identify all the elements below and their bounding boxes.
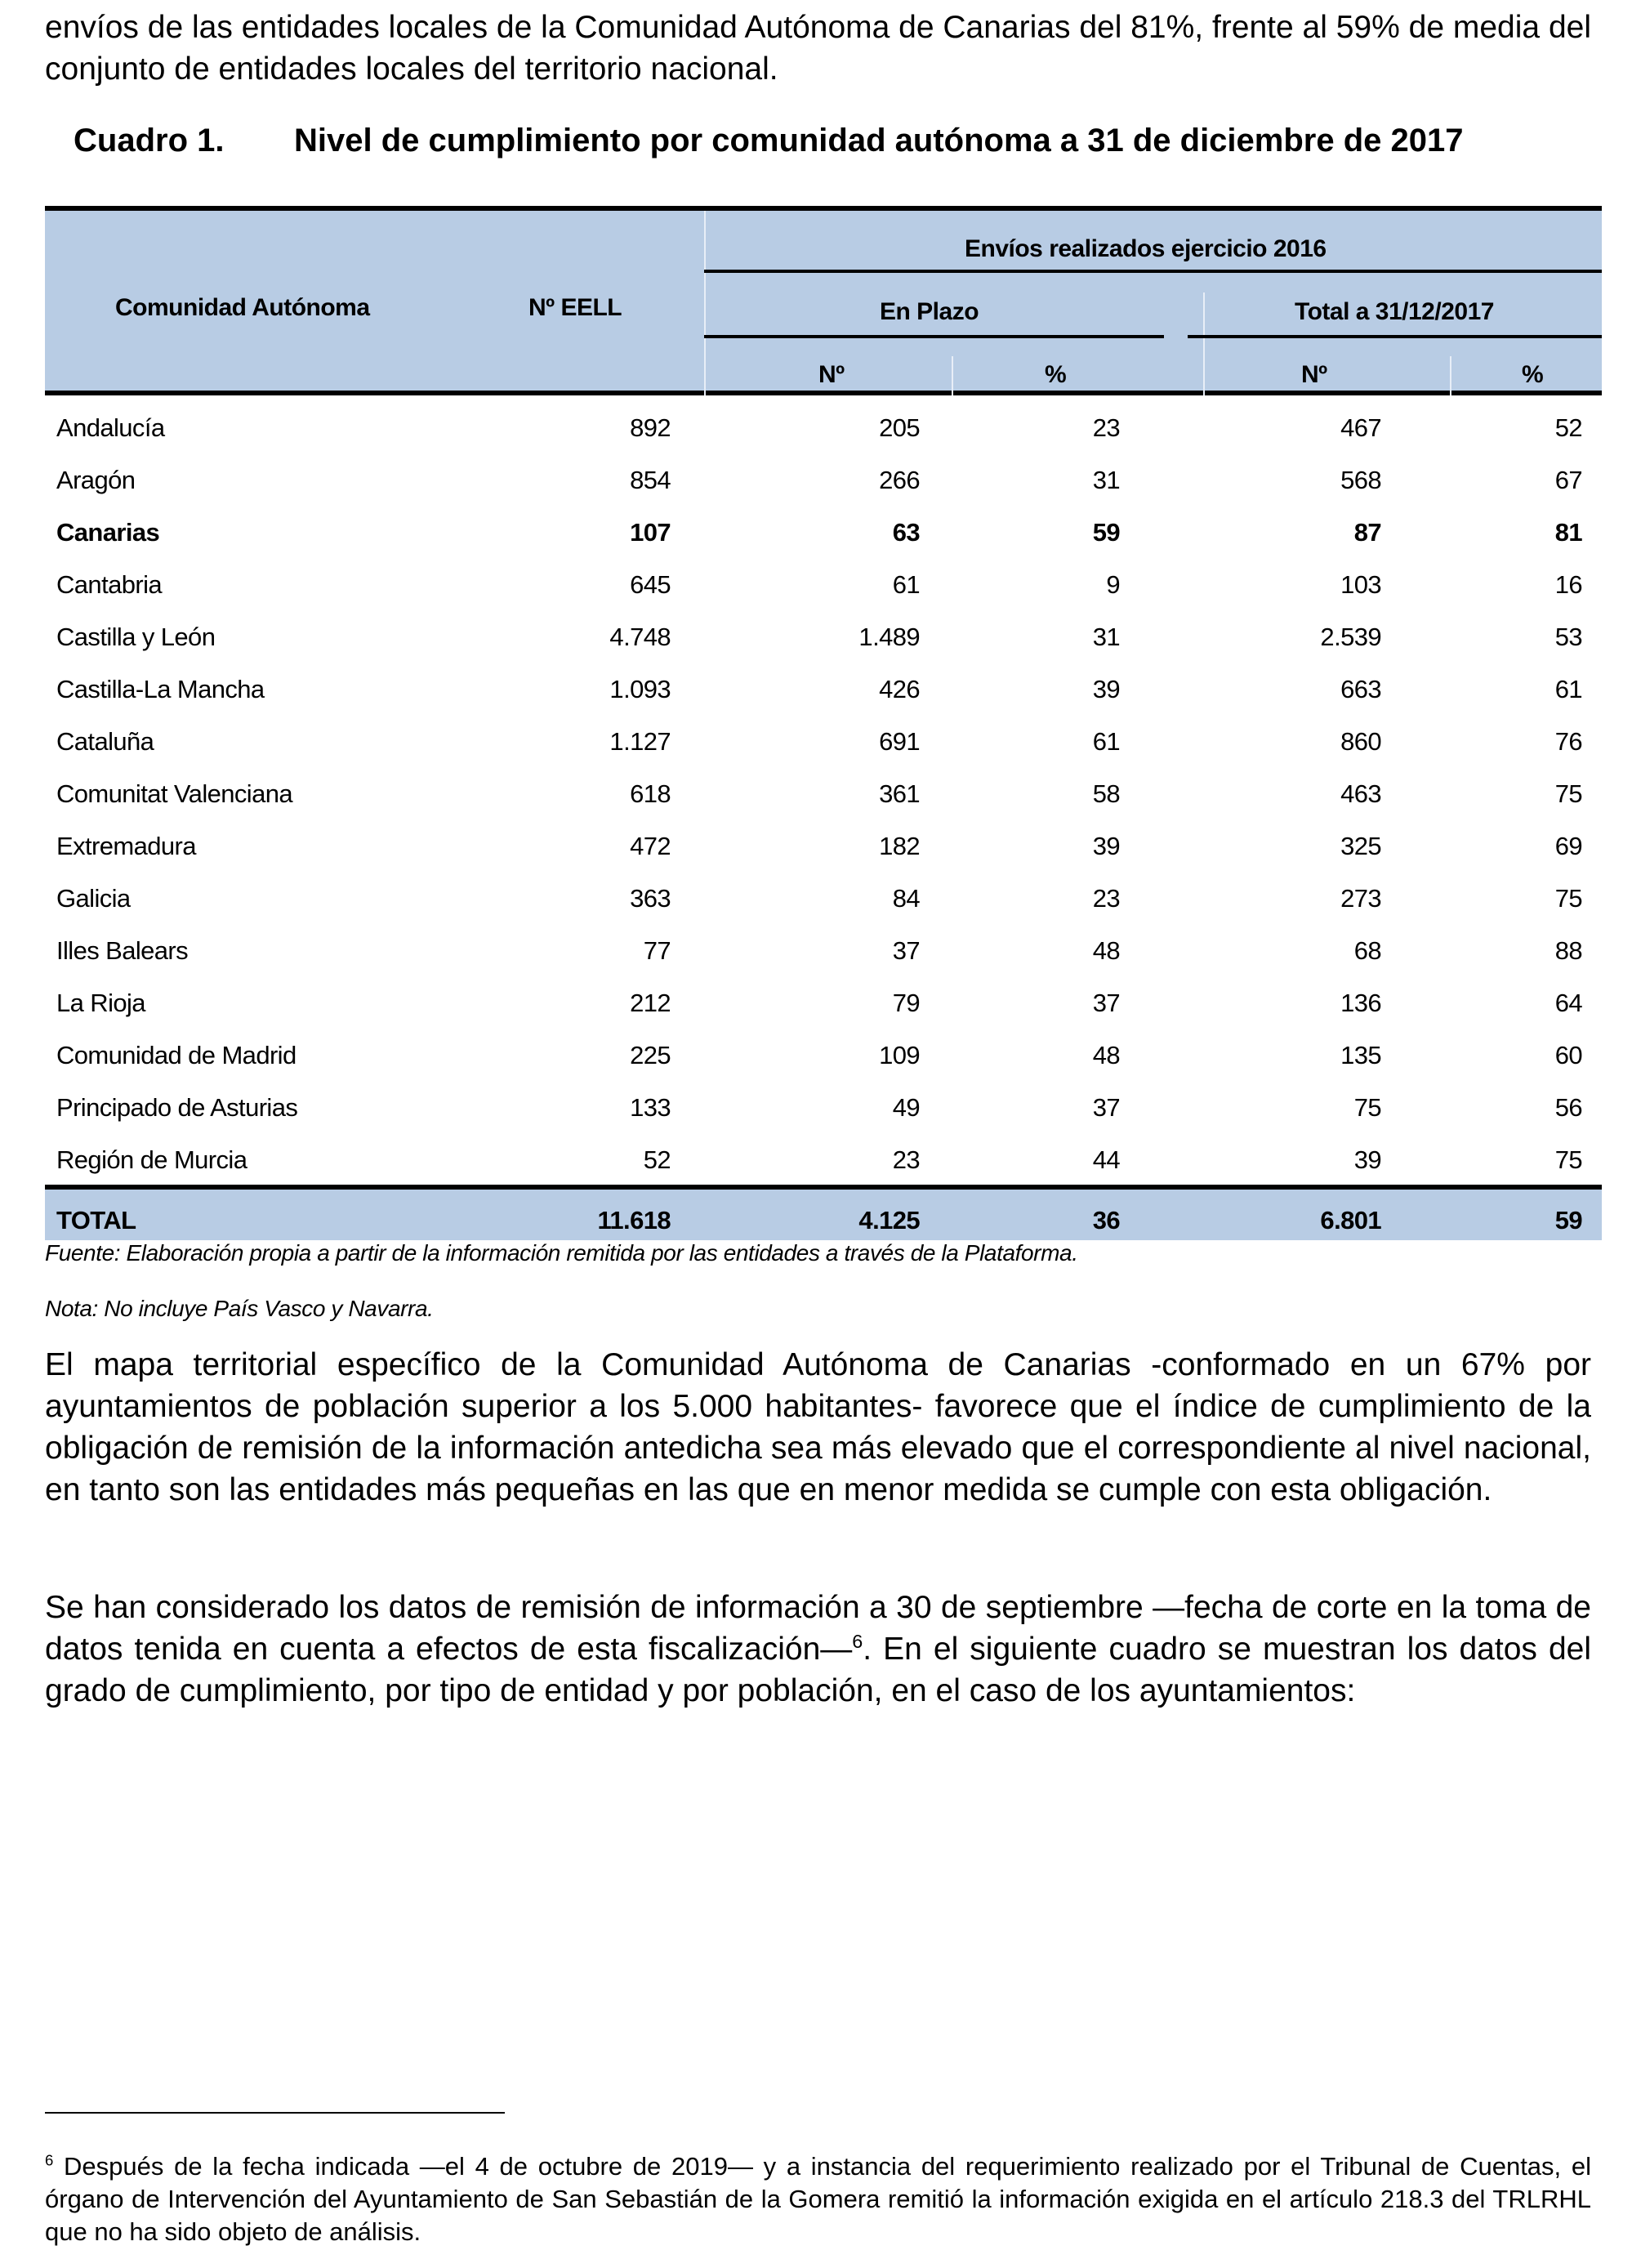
- header-n1: Nº: [818, 361, 845, 388]
- table-row: Comunitat Valenciana 618 361 58 463 75: [56, 779, 1582, 808]
- table-body: [45, 395, 1602, 1240]
- table-row: Castilla-La Mancha 1.093 426 39 663 61: [56, 675, 1582, 703]
- table-row: Castilla y León 4.748 1.489 31 2.539 53: [56, 623, 1582, 651]
- table-row: Cataluña 1.127 691 61 860 76: [56, 727, 1582, 756]
- header-pct1: %: [1045, 361, 1067, 388]
- footnote-marker: 6: [45, 2151, 54, 2169]
- header-n-eell: Nº EELL: [528, 294, 622, 321]
- table-row: La Rioja 212 79 37 136 64: [56, 989, 1582, 1017]
- compliance-table: [45, 206, 1602, 1240]
- paragraph-3: Se han considerado los datos de remisión de información a 30 de septiembre —fecha de corte en la toma de datos tenida en cuenta a efectos de esta fiscalización—$^6$. En el siguiente cuadro se muestran los datos del grado de cumplimiento, por tipo de entidad y por población, en el caso de los ayuntamientos:: [45, 1590, 1591, 1708]
- footnote-ref[interactable]: 6: [852, 1631, 863, 1652]
- header-pct2: %: [1522, 361, 1544, 388]
- source-note: Fuente: Elaboración propia a partir de la información remitida por las entidades a través de la Plataforma.: [45, 1240, 1078, 1266]
- footnote: [45, 2150, 1591, 2248]
- table-row-highlight: Canarias 107 63 59 87 81: [56, 518, 1582, 547]
- paragraph-2: El mapa territorial específico de la Comunidad Autónoma de Canarias -conformado en un 67% por ayuntamientos de población superior a los 5.000 habitantes- favorece que el índice de cumplimiento de la obligación de remisión de la información antedicha sea más elevado que el correspondiente al nivel nacional, en tanto son las entidades más pequeñas en las que en menor medida se cumple con esta obligación.: [45, 1347, 1591, 1507]
- table-row: Principado de Asturias 133 49 37 75 56: [56, 1093, 1582, 1122]
- footnote-text: Después de la fecha indicada —el 4 de octubre de 2019— y a instancia del requerimiento realizado por el Tribunal de Cuentas, el órgano de Intervención del Ayuntamiento de San Sebastián de la Gomera remitió la información exigida en el artículo 218.3 del TRLRHL que no ha sido objeto de análisis.: [45, 2152, 1591, 2246]
- table-row: Comunidad de Madrid 225 109 48 135 60: [56, 1041, 1582, 1069]
- caption-title: Nivel de cumplimiento por comunidad autónoma a 31 de diciembre de 2017: [294, 123, 1464, 158]
- caption-number: Cuadro 1.: [74, 123, 225, 158]
- intro-paragraph: envíos de las entidades locales de la Comunidad Autónoma de Canarias del 81%, frente al 59% de media del conjunto de entidades locales del territorio nacional.: [45, 10, 1591, 87]
- footnote-separator: [45, 2112, 505, 2114]
- table-header: [45, 206, 1602, 395]
- table-total-row: TOTAL 11.618 4.125 36 6.801 59: [45, 1185, 1602, 1240]
- header-group: Envíos realizados ejercicio 2016: [965, 235, 1327, 262]
- table-row: Andalucía 892 205 23 467 52: [56, 413, 1582, 442]
- table-row: Región de Murcia 52 23 44 39 75: [56, 1145, 1582, 1174]
- exclusion-note: Nota: No incluye País Vasco y Navarra.: [45, 1296, 434, 1321]
- table-row: Extremadura 472 182 39 325 69: [56, 832, 1582, 860]
- table-row: Aragón 854 266 31 568 67: [56, 466, 1582, 494]
- header-total-at: Total a 31/12/2017: [1295, 298, 1494, 325]
- table-row: Cantabria 645 61 9 103 16: [56, 570, 1582, 599]
- table-row: Illes Balears 77 37 48 68 88: [56, 936, 1582, 965]
- header-in-time: En Plazo: [880, 298, 979, 325]
- header-region: Comunidad Autónoma: [115, 294, 370, 321]
- table-caption: [74, 123, 1463, 159]
- table-row: Galicia 363 84 23 273 75: [56, 884, 1582, 913]
- header-n2: Nº: [1301, 361, 1327, 388]
